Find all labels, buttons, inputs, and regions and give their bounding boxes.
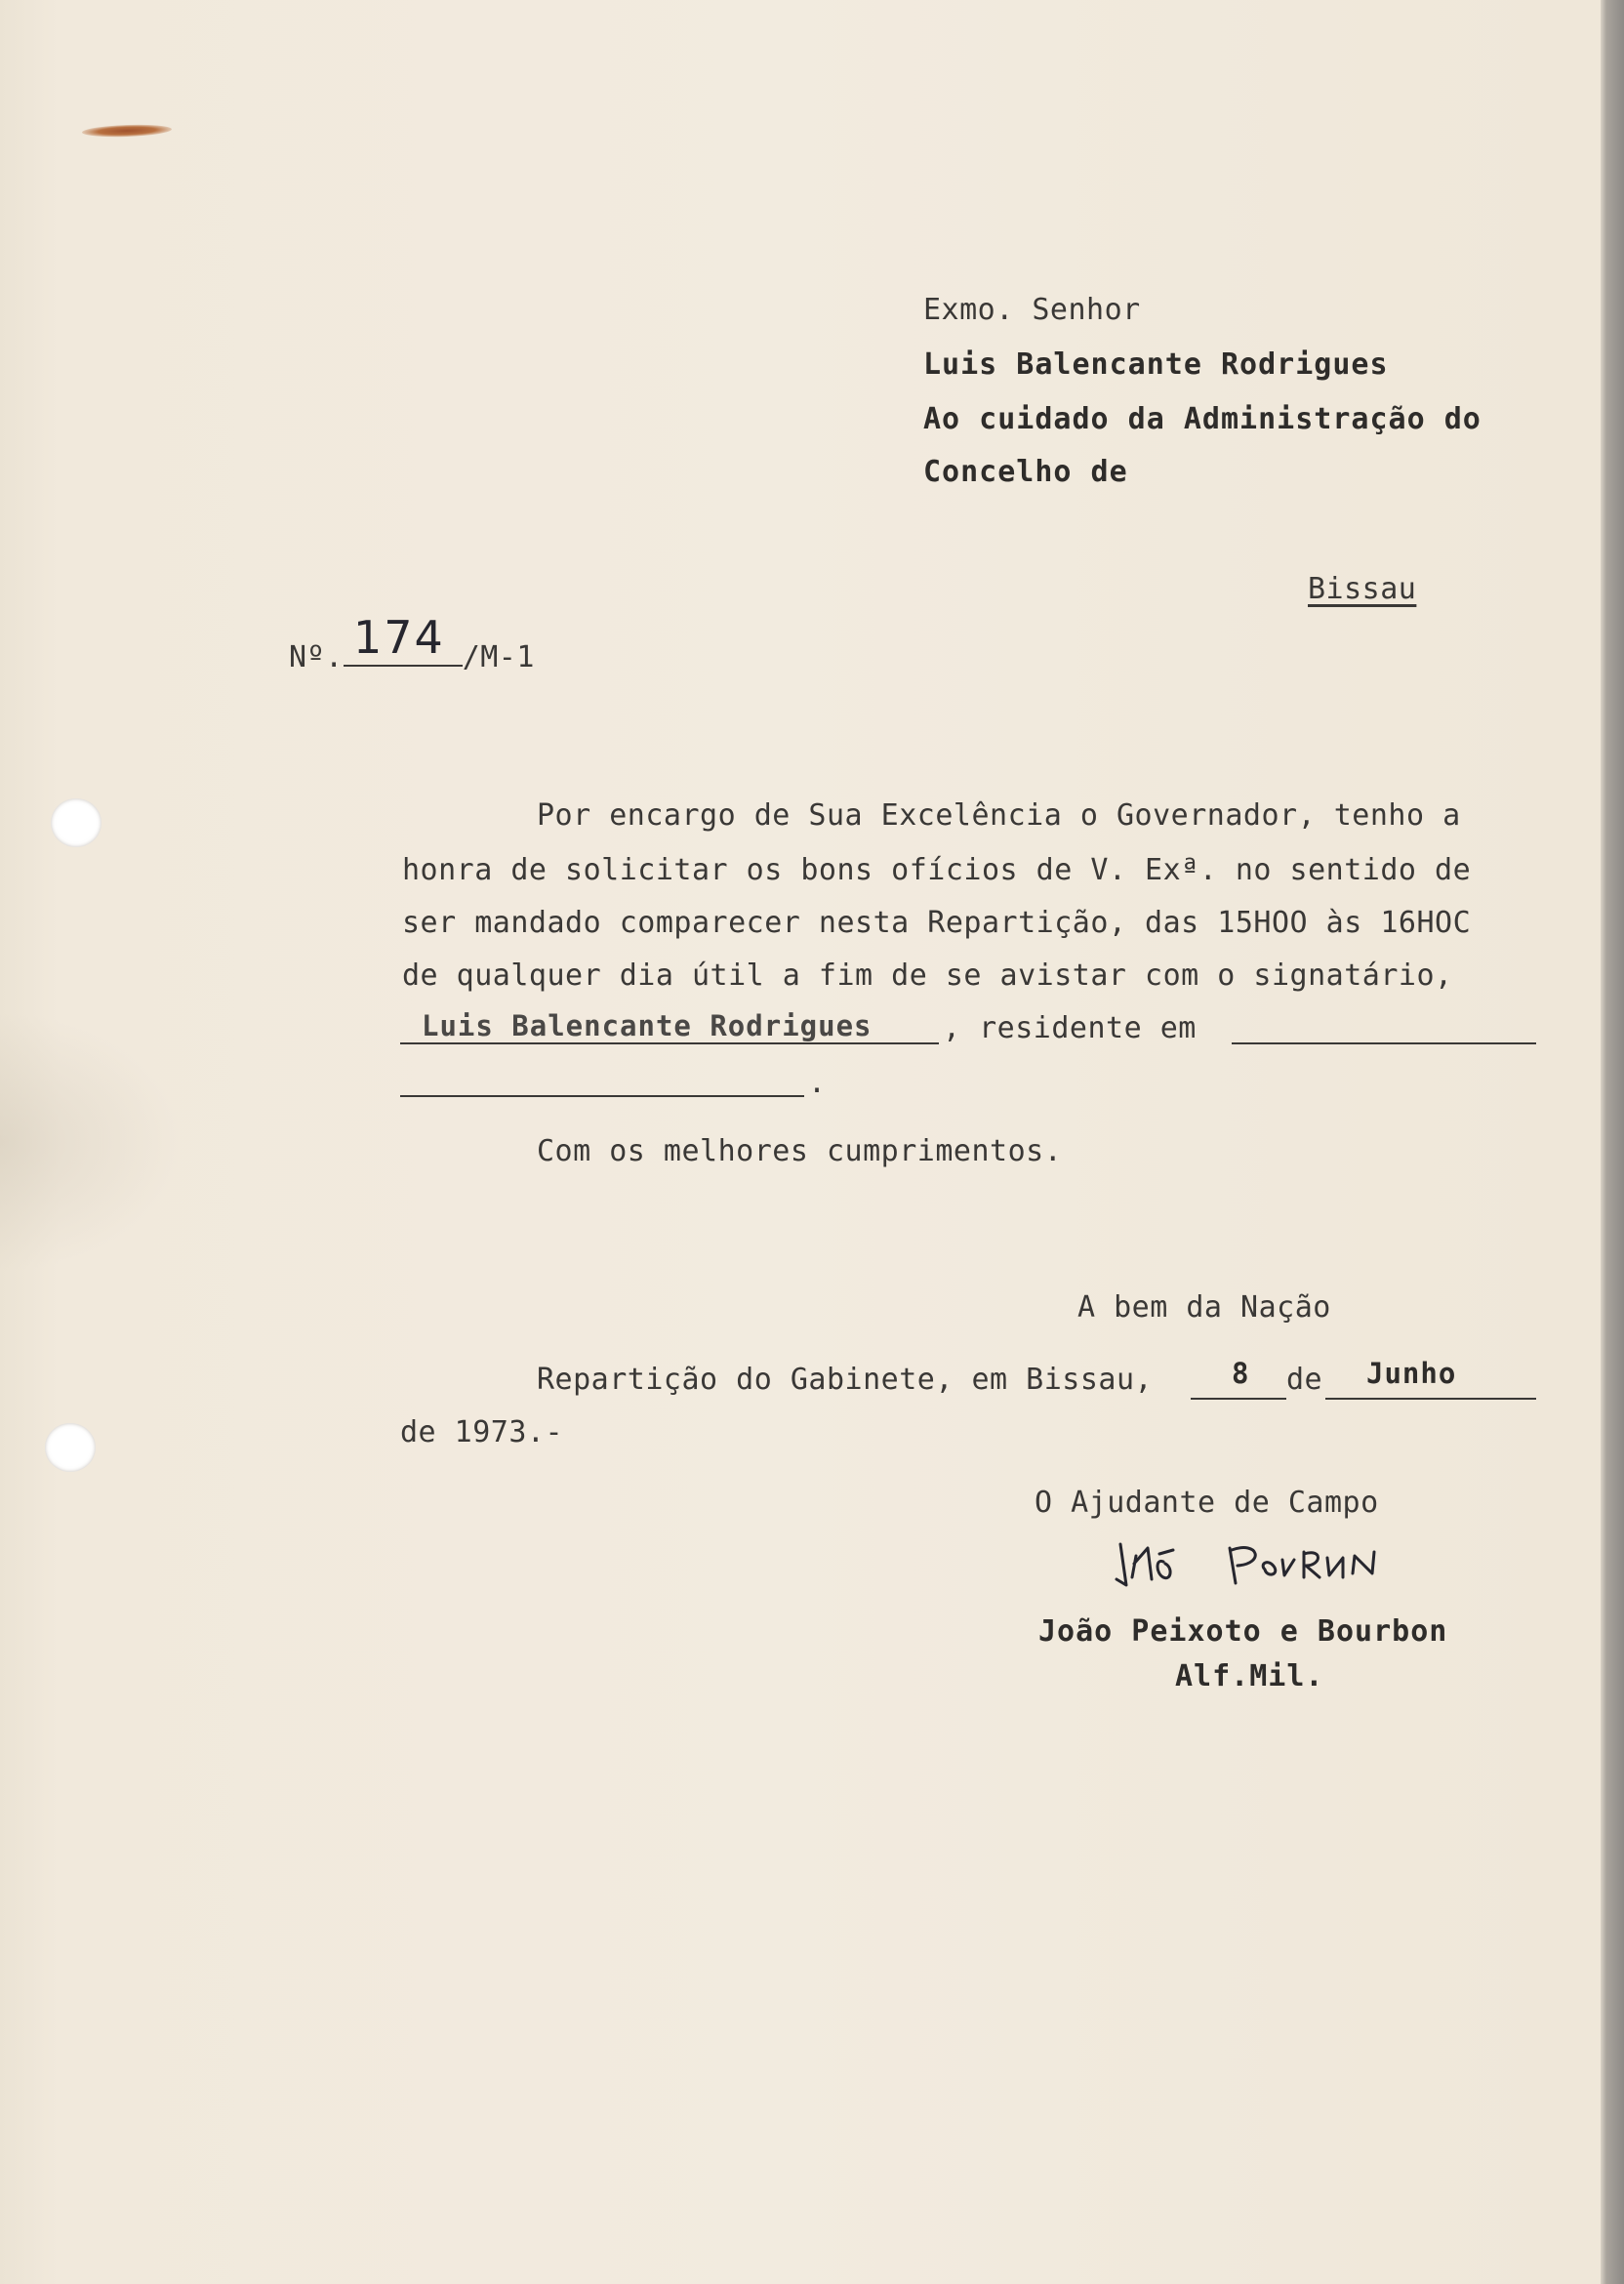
closing: Com os melhores cumprimentos. [537, 1134, 1063, 1168]
residence-label: , residente em [943, 1011, 1197, 1045]
reference-suffix: /M-1 [462, 640, 535, 674]
month-blank [1325, 1396, 1536, 1400]
rust-stain [82, 123, 172, 138]
body-line-3: ser mandado comparecer nesta Repartição, das 15HOO às 16HOC [402, 906, 1472, 940]
residence-blank-2 [400, 1093, 804, 1097]
date-prefix: Repartição do Gabinete, em Bissau, [537, 1363, 1154, 1397]
date-day: 8 [1232, 1357, 1250, 1390]
residence-blank-1 [1232, 1040, 1536, 1044]
signatory-title: O Ajudante de Campo [1035, 1486, 1379, 1520]
person-name-filled: Luis Balencante Rodrigues [422, 1009, 873, 1042]
salutation: Exmo. Senhor [923, 293, 1141, 327]
punch-hole-bottom [45, 1423, 96, 1472]
motto: A bem da Nação [1077, 1290, 1331, 1325]
body-line-1: Por encargo de Sua Excelência o Governador, tenho a [537, 798, 1461, 833]
signatory-name: João Peixoto e Bourbon [1038, 1614, 1448, 1649]
date-month: Junho [1366, 1357, 1457, 1390]
reference-number-handwritten: 174 [353, 611, 445, 664]
punch-hole-top [51, 798, 102, 847]
body-line-4: de qualquer dia útil a fim de se avistar com o signatário, [402, 958, 1453, 993]
handwritten-signature [1113, 1534, 1396, 1593]
signatory-rank: Alf.Mil. [1175, 1659, 1324, 1693]
recipient-line-3: Concelho de [923, 455, 1128, 489]
residence-period: . [808, 1066, 827, 1100]
recipient-name: Luis Balencante Rodrigues [923, 347, 1389, 382]
body-line-2: honra de solicitar os bons ofícios de V. Exª. no sentido de [402, 853, 1472, 887]
day-blank [1191, 1396, 1286, 1400]
reference-prefix: Nº. [289, 640, 344, 674]
date-year: de 1973.- [400, 1415, 564, 1449]
date-connector: de [1286, 1363, 1323, 1397]
page-edge-shadow [1601, 0, 1624, 2284]
recipient-line-2: Ao cuidado da Administração do [923, 402, 1482, 436]
place-bissau: Bissau [1308, 572, 1417, 606]
